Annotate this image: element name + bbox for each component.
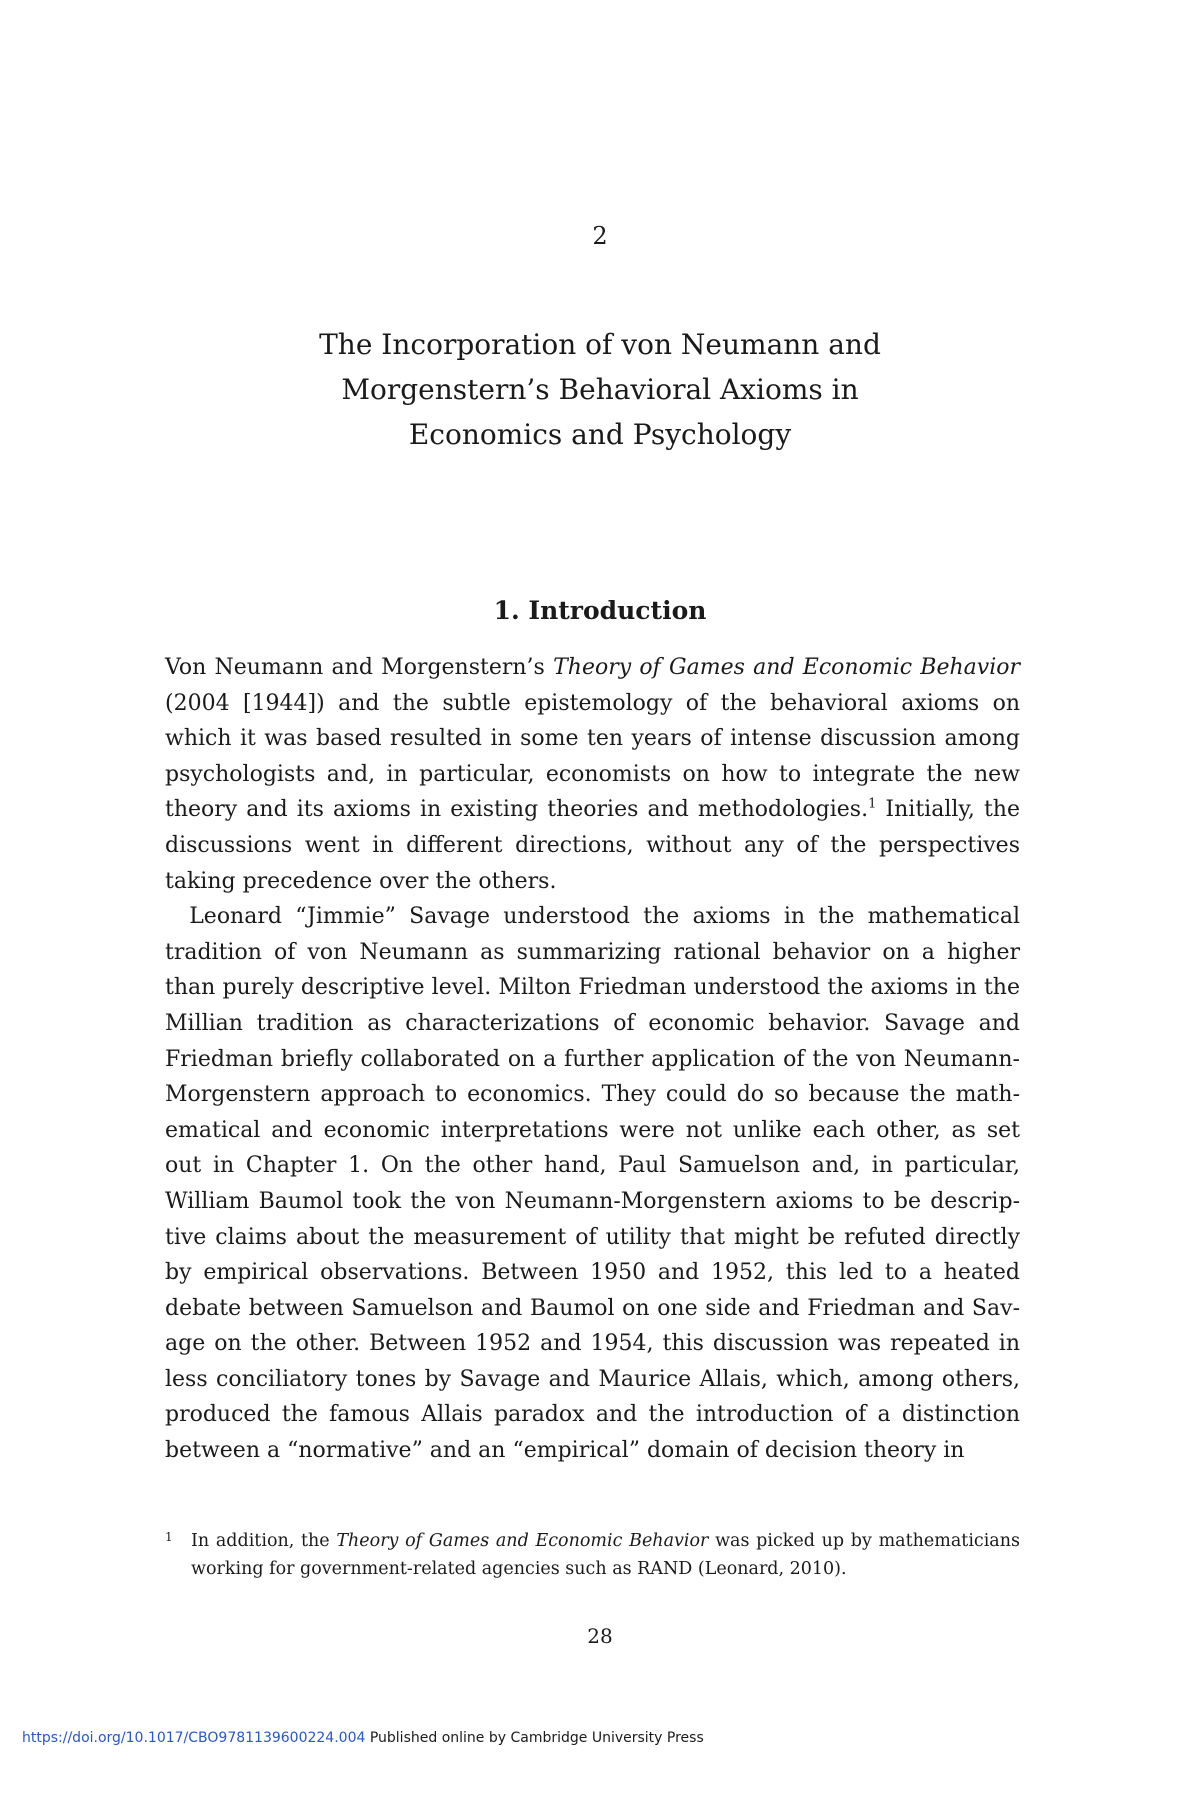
chapter-title-line: Economics and Psychology (408, 418, 792, 451)
chapter-title-line: The Incorporation of von Neumann and (319, 328, 881, 361)
doi-footer (22, 1730, 704, 1746)
page-number: 28 (587, 1624, 613, 1648)
paragraph-text: Initially, the discussions went in different directions, without any of the perspectives taking precedence over the others. (165, 797, 1020, 894)
chapter-title (260, 322, 940, 457)
paragraph: Leonard “Jimmie” Savage understood the axioms in the mathematical tradition of von Neumann as summarizing rational behavior on a higher than purely descriptive level. Milton Friedman understood the axioms in the Millian tradition as characterizations of economic behavior. Savage and Friedman briefly collaborated on a further application of the von Neumann-Morgenstern approach to economics. They could do so because the mathematical and economic interpretations were not unlike each other, as set out in Chapter 1. On the other hand, Paul Samuelson and, in particular, William Baumol took the von Neumann-Morgenstern axioms to be descriptive claims about the measurement of utility that might be refuted directly by empirical observations. Between 1950 and 1952, this led to a heated debate between Samuelson and Baumol on one side and Friedman and Savage on the other. Between 1952 and 1954, this discussion was repeated in less conciliatory tones by Savage and Maurice Allais, which, among others, produced the famous Allais paradox and the introduction of a distinction between a “normative” and an “empirical” domain of decision theory in (165, 904, 1020, 1464)
section-heading: 1. Introduction (493, 596, 707, 625)
paragraph-text: (2004 [1944]) and the subtle epistemology of the behavioral axioms on which it was based resulted in some ten years of intense discussion among psychologists and, in particular, economists on how to integrate the new theory and its axioms in existing theories and methodologies. (165, 690, 1020, 823)
paragraph (165, 650, 1020, 899)
publisher-note: Published online by Cambridge University Press (365, 1730, 704, 1746)
book-title: Theory of Games and Economic Behavior (553, 655, 1021, 680)
book-title: Theory of Games and Economic Behavior (336, 1531, 709, 1551)
chapter-title-line: Morgenstern’s Behavioral Axioms in (341, 373, 859, 406)
footnote (165, 1527, 1020, 1583)
footnote-reference[interactable]: 1 (868, 797, 877, 813)
footnote-mark: 1 (165, 1530, 173, 1544)
footnote-body (191, 1527, 1020, 1583)
paragraph-text: Von Neumann and Morgenstern’s (165, 655, 554, 680)
chapter-number: 2 (592, 222, 608, 250)
footnote-text: In addition, the (191, 1531, 337, 1551)
body-text (165, 650, 1020, 1469)
doi-link[interactable]: https://doi.org/10.1017/CBO9781139600224.004 (22, 1730, 366, 1746)
footnote-text: was picked up by mathematicians working for government-related agencies such as RAND (Leonard, 2010). (191, 1531, 1020, 1579)
